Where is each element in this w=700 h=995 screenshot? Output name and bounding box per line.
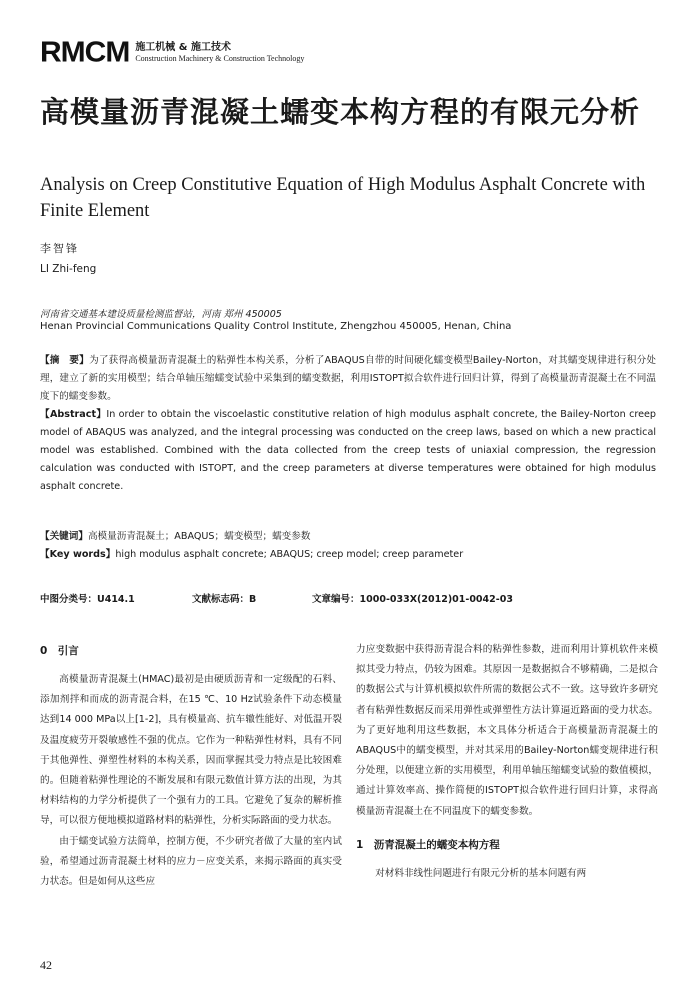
page-number: 42 [40, 958, 52, 972]
paragraph: 对材料非线性问题进行有限元分析的基本问题有两 [375, 867, 587, 879]
abstract-en-text: In order to obtain the viscoelastic constitutive relation of high modulus asphalt concrete, the Bailey-Norton creep model of ABAQUS was analyzed, and the integral processing was conducted on the creep laws, based on which a new practical model was established. Combined with the data collected from the creep tests of uniaxial compression, the regression calculation was conducted with ISTOPT, and the creep parameters at diverse temperatures were obtained for high modulus asphalt concrete. [40, 409, 656, 492]
author-chinese: 李智锋 [40, 242, 79, 255]
journal-name-en: Construction Machinery & Construction Technology [135, 54, 305, 63]
abstract-chinese [40, 352, 656, 406]
paragraph: 由于蠕变试验方法简单，控制方便，不少研究者做了大量的室内试验，希望通过沥青混凝土材料的应力－应变关系，来揭示路面的真实受力状态。但是如何从这些应 [40, 835, 342, 888]
document-code: 文献标志码：B [192, 594, 257, 605]
journal-header [40, 36, 305, 69]
keywords-en-tag: 【Key words】 [40, 549, 116, 560]
affiliation-chinese: 河南省交通基本建设质量检测监督站，河南 郑州 450005 [40, 309, 282, 320]
article-number: 文章编号：1000-033X(2012)01-0042-03 [312, 594, 513, 605]
abstract-english [40, 406, 656, 496]
keywords-en-text: high modulus asphalt concrete; ABAQUS; creep model; creep parameter [115, 549, 464, 560]
abstract-cn-tag: 【摘 要】 [40, 355, 90, 366]
author-english: LI Zhi-feng [40, 263, 97, 275]
clc-number: 中图分类号：U414.1 [40, 594, 135, 605]
body-column-left [40, 640, 342, 892]
journal-logo: RMCM [40, 36, 130, 69]
title-english: Analysis on Creep Constitutive Equation of High Modulus Asphalt Concrete with Finite Element [40, 175, 646, 221]
abstract-en-tag: 【Abstract】 [40, 409, 107, 420]
keywords-english [40, 546, 656, 564]
section-heading-introduction: 0 引言 [40, 645, 79, 657]
keywords-chinese [40, 528, 656, 546]
body-column-right [356, 640, 658, 884]
title-chinese: 高模量沥青混凝土蠕变本构方程的有限元分析 [40, 95, 641, 129]
journal-name [135, 42, 304, 64]
paragraph: 高模量沥青混凝土(HMAC)最初是由硬质沥青和一定级配的石料、添加剂拌和而成的沥青混合料，在15 ℃、10 Hz试验条件下动态模量达到14 000 MPa以上[1-2]，具有模量高、抗车辙性能好、对低温开裂及温度疲劳开裂敏感性不强的优点。它作为一种粘弹性材料，具有不同于其他弹性、弹塑性材料的本构关系，因而掌握其受力特点是比较困难的。但随着粘弹性理论的不断发展和有限元数值计算方法的出现，为其材料结构的力学分析提供了一个强有力的工具。它避免了复杂的解析推导，可以很方便地模拟道路材料的粘弹性，分析实际路面的受力状态。 [40, 674, 342, 827]
abstract [40, 352, 656, 496]
keywords-cn-text: 高模量沥青混凝土；ABAQUS；蠕变模型；蠕变参数 [87, 531, 311, 542]
section-heading-1: 1 沥青混凝土的蠕变本构方程 [356, 838, 500, 851]
keywords-cn-tag: 【关键词】 [40, 531, 88, 542]
keywords [40, 528, 656, 564]
affiliation-english: Henan Provincial Communications Quality Control Institute, Zhengzhou 450005, Henan, China [40, 321, 512, 332]
abstract-cn-text: 为了获得高模量沥青混凝土的粘弹性本构关系，分析了ABAQUS自带的时间硬化蠕变模型Bailey-Norton，对其蠕变规律进行积分处理，建立了新的实用模型；结合单轴压缩蠕变试验中采集到的蠕变数据，利用ISTOPT拟合软件进行回归计算，得到了高模量沥青混凝土在不同温度下的蠕变参数。 [40, 355, 656, 402]
journal-name-cn: 施工机械 & 施工技术 [135, 42, 231, 53]
paragraph: 力应变数据中获得沥青混合料的粘弹性参数，进而利用计算机软件来模拟其受力特点，仍较为困难。其原因一是数据拟合不够精确，二是拟合的数据公式与计算机模拟软件所需的数据公式不一致。这导致许多研究者有粘弹性数据反而采用弹性或弹塑性方法计算逼近路面的受力状态。为了更好地利用这些数据，本文具体分析适合于高模量沥青混凝土的ABAQUS中的蠕变模型，并对其采用的Bailey-Norton蠕变规律进行积分处理，以便建立新的实用模型，利用单轴压缩蠕变试验的数值模拟，通过计算效率高、操作简便的ISTOPT拟合软件进行回归计算，求得高模量沥青混凝土在不同温度下的蠕变参数。 [356, 644, 658, 817]
